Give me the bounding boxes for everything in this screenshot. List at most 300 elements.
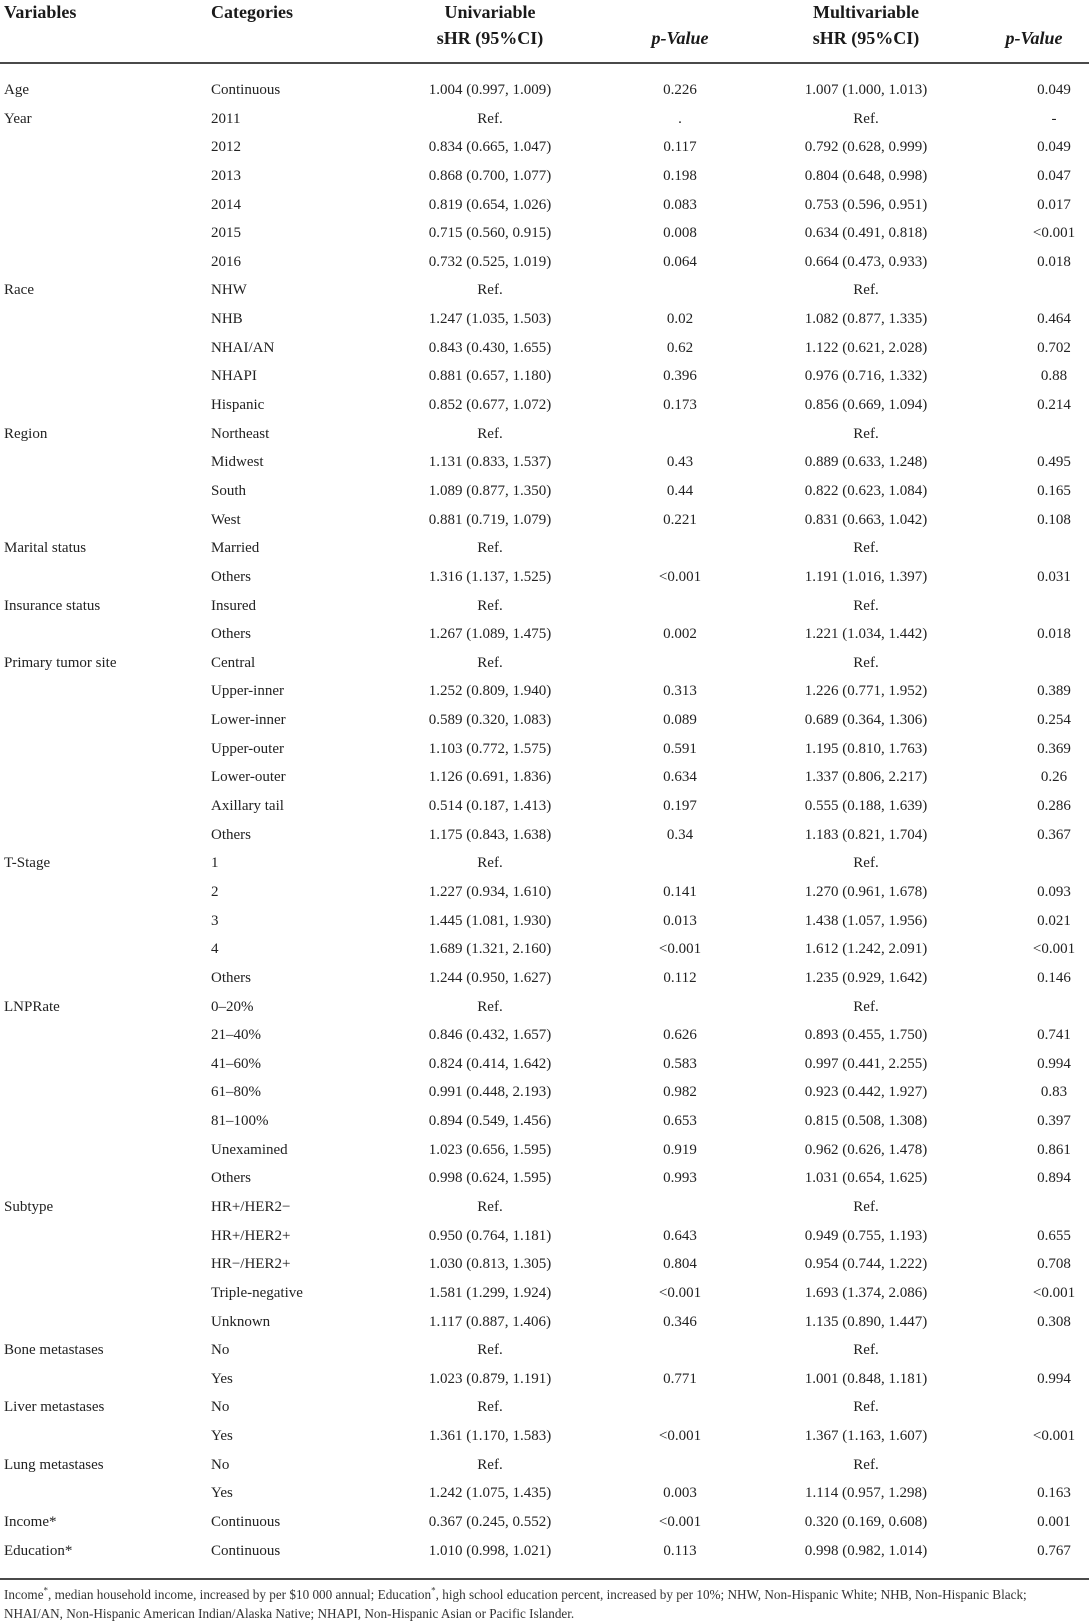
category-cell: Unknown bbox=[211, 1313, 271, 1330]
univariable-pvalue-cell: 0.313 bbox=[663, 683, 697, 700]
multivariable-pvalue-cell: 0.369 bbox=[1037, 740, 1071, 757]
category-cell: Yes bbox=[211, 1370, 233, 1387]
category-cell: Northeast bbox=[211, 425, 270, 442]
multivariable-shr-cell: 0.831 (0.663, 1.042) bbox=[804, 511, 928, 528]
univariable-pvalue-cell: 0.002 bbox=[663, 626, 697, 643]
multivariable-shr-cell: Ref. bbox=[853, 1342, 879, 1359]
category-cell: HR+/HER2+ bbox=[211, 1227, 291, 1244]
multivariable-pvalue-cell: 0.741 bbox=[1037, 1027, 1071, 1044]
univariable-shr-cell: Ref. bbox=[477, 1456, 503, 1473]
category-cell: No bbox=[211, 1342, 230, 1359]
table-row bbox=[0, 1250, 1089, 1279]
univariable-shr-cell: Ref. bbox=[477, 1399, 503, 1416]
header-rule bbox=[0, 62, 1089, 64]
univariable-shr-cell: 0.589 (0.320, 1.083) bbox=[428, 712, 552, 729]
header-multivariable-pvalue bbox=[984, 24, 1084, 52]
univariable-shr-cell: 0.868 (0.700, 1.077) bbox=[428, 167, 552, 184]
table-row bbox=[0, 305, 1089, 334]
multivariable-pvalue-cell: 0.861 bbox=[1037, 1141, 1071, 1158]
multivariable-shr-cell: 0.320 (0.169, 0.608) bbox=[804, 1514, 928, 1531]
header-univariable-pvalue bbox=[630, 24, 730, 52]
univariable-shr-cell: 0.514 (0.187, 1.413) bbox=[428, 798, 552, 815]
univariable-shr-cell: Ref. bbox=[477, 1198, 503, 1215]
univariable-pvalue-cell: 0.198 bbox=[663, 167, 697, 184]
univariable-pvalue-cell: 0.34 bbox=[666, 826, 694, 843]
univariable-pvalue-cell: 0.62 bbox=[666, 339, 694, 356]
category-cell: Unexamined bbox=[211, 1141, 288, 1158]
multivariable-pvalue-cell: 0.017 bbox=[1037, 196, 1071, 213]
table-row bbox=[0, 1479, 1089, 1508]
variable-cell: T-Stage bbox=[4, 855, 51, 872]
table-row bbox=[0, 219, 1089, 248]
multivariable-pvalue-cell: 0.093 bbox=[1037, 883, 1071, 900]
category-cell: Upper-inner bbox=[211, 683, 285, 700]
table-row bbox=[0, 276, 1089, 305]
variable-cell: Lung metastases bbox=[4, 1456, 104, 1473]
multivariable-pvalue-cell: 0.001 bbox=[1037, 1514, 1071, 1531]
multivariable-pvalue-cell: 0.021 bbox=[1037, 912, 1071, 929]
table-row bbox=[0, 191, 1089, 220]
category-cell: Others bbox=[211, 568, 251, 585]
category-cell: Yes bbox=[211, 1428, 233, 1445]
univariable-pvalue-cell: 0.008 bbox=[663, 225, 697, 242]
table-row bbox=[0, 1164, 1089, 1193]
univariable-pvalue-cell: 0.44 bbox=[666, 482, 694, 499]
table-row bbox=[0, 878, 1089, 907]
univariable-shr-cell: 0.846 (0.432, 1.657) bbox=[428, 1027, 552, 1044]
table-row bbox=[0, 1279, 1089, 1308]
multivariable-shr-cell: 0.997 (0.441, 2.255) bbox=[804, 1055, 928, 1072]
category-cell: Continuous bbox=[211, 82, 281, 98]
univariable-shr-cell: Ref. bbox=[477, 855, 503, 872]
category-cell: Married bbox=[211, 540, 260, 557]
univariable-shr-cell: 1.010 (0.998, 1.021) bbox=[428, 1542, 552, 1559]
univariable-shr-cell: 0.715 (0.560, 0.915) bbox=[428, 225, 552, 242]
category-cell: Others bbox=[211, 626, 251, 643]
table-row bbox=[0, 1422, 1089, 1451]
multivariable-shr-cell: 0.815 (0.508, 1.308) bbox=[804, 1113, 928, 1130]
variable-cell: Bone metastases bbox=[4, 1342, 104, 1359]
univariable-shr-cell: Ref. bbox=[477, 654, 503, 671]
univariable-shr-cell: Ref. bbox=[477, 425, 503, 442]
variable-cell: Subtype bbox=[4, 1198, 54, 1215]
multivariable-shr-cell: 1.114 (0.957, 1.298) bbox=[805, 1485, 927, 1502]
multivariable-shr-cell: 1.007 (1.000, 1.013) bbox=[804, 82, 928, 98]
category-cell: Lower-inner bbox=[211, 712, 286, 729]
univariable-pvalue-cell: 0.626 bbox=[663, 1027, 697, 1044]
table-row bbox=[0, 362, 1089, 391]
table-row bbox=[0, 1222, 1089, 1251]
univariable-pvalue-cell: 0.141 bbox=[663, 883, 697, 900]
table-row bbox=[0, 735, 1089, 764]
multivariable-pvalue-cell: 0.146 bbox=[1037, 969, 1071, 986]
multivariable-shr-cell: 1.270 (0.961, 1.678) bbox=[804, 883, 928, 900]
variable-cell: Primary tumor site bbox=[4, 654, 117, 671]
univariable-pvalue-cell: 0.197 bbox=[663, 798, 697, 815]
category-cell: HR−/HER2+ bbox=[211, 1256, 291, 1273]
multivariable-shr-cell: 1.612 (1.242, 2.091) bbox=[804, 941, 928, 958]
footnote-income-label: Income bbox=[4, 1587, 44, 1602]
univariable-pvalue-cell: 0.346 bbox=[663, 1313, 697, 1330]
header-multivariable-shr: sHR (95%CI) bbox=[812, 28, 920, 48]
univariable-pvalue-cell: 0.013 bbox=[663, 912, 697, 929]
multivariable-shr-cell: 1.031 (0.654, 1.625) bbox=[804, 1170, 928, 1187]
category-cell: 2015 bbox=[211, 225, 241, 242]
univariable-shr-cell: 0.881 (0.657, 1.180) bbox=[428, 368, 552, 385]
univariable-pvalue-cell: 0.804 bbox=[663, 1256, 697, 1273]
multivariable-pvalue-cell: 0.286 bbox=[1037, 798, 1071, 815]
multivariable-shr-cell: 0.664 (0.473, 0.933) bbox=[804, 253, 928, 270]
multivariable-pvalue-cell: 0.047 bbox=[1037, 167, 1071, 184]
univariable-pvalue-cell: 0.634 bbox=[663, 769, 697, 786]
univariable-shr-cell: 0.991 (0.448, 2.193) bbox=[428, 1084, 552, 1101]
table-row bbox=[0, 1308, 1089, 1337]
table-row bbox=[0, 907, 1089, 936]
univariable-pvalue-cell: 0.117 bbox=[663, 139, 697, 156]
category-cell: NHAPI bbox=[211, 368, 257, 385]
univariable-shr-cell: 1.023 (0.656, 1.595) bbox=[428, 1141, 552, 1158]
univariable-shr-cell: Ref. bbox=[477, 282, 503, 299]
multivariable-shr-cell: Ref. bbox=[853, 1399, 879, 1416]
variable-cell: Race bbox=[4, 282, 34, 299]
variable-cell: Year bbox=[4, 110, 32, 127]
univariable-pvalue-cell: <0.001 bbox=[658, 568, 702, 585]
univariable-shr-cell: Ref. bbox=[477, 110, 503, 127]
univariable-shr-cell: 0.367 (0.245, 0.552) bbox=[428, 1514, 552, 1531]
multivariable-shr-cell: Ref. bbox=[853, 597, 879, 614]
univariable-shr-cell: 1.247 (1.035, 1.503) bbox=[428, 311, 552, 328]
table-row bbox=[0, 1136, 1089, 1165]
header-univariable-pvalue-text: p-Value bbox=[651, 28, 709, 48]
univariable-shr-cell: 1.175 (0.843, 1.638) bbox=[428, 826, 552, 843]
table-row bbox=[0, 964, 1089, 993]
univariable-shr-cell: 1.361 (1.170, 1.583) bbox=[428, 1428, 552, 1445]
table-row bbox=[0, 506, 1089, 535]
multivariable-pvalue-cell: 0.214 bbox=[1037, 397, 1071, 414]
univariable-shr-cell: 1.244 (0.950, 1.627) bbox=[428, 969, 552, 986]
univariable-shr-cell: 1.252 (0.809, 1.940) bbox=[428, 683, 552, 700]
table-row bbox=[0, 1365, 1089, 1394]
univariable-shr-cell: 0.819 (0.654, 1.026) bbox=[428, 196, 552, 213]
univariable-pvalue-cell: 0.993 bbox=[663, 1170, 697, 1187]
multivariable-shr-cell: 1.135 (0.890, 1.447) bbox=[804, 1313, 928, 1330]
category-cell: 21–40% bbox=[211, 1027, 261, 1044]
multivariable-shr-cell: 0.998 (0.982, 1.014) bbox=[804, 1542, 928, 1559]
table-row bbox=[0, 76, 1089, 105]
category-cell: 4 bbox=[211, 941, 219, 958]
table-row bbox=[0, 763, 1089, 792]
univariable-pvalue-cell: 0.089 bbox=[663, 712, 697, 729]
header-variables: Variables bbox=[4, 2, 77, 22]
univariable-shr-cell: 1.126 (0.691, 1.836) bbox=[428, 769, 552, 786]
univariable-shr-cell: 1.103 (0.772, 1.575) bbox=[428, 740, 552, 757]
category-cell: 0–20% bbox=[211, 998, 254, 1015]
multivariable-pvalue-cell: 0.389 bbox=[1037, 683, 1071, 700]
univariable-shr-cell: 0.998 (0.624, 1.595) bbox=[428, 1170, 552, 1187]
table-row bbox=[0, 477, 1089, 506]
multivariable-pvalue-cell: 0.018 bbox=[1037, 626, 1071, 643]
multivariable-pvalue-cell: 0.83 bbox=[1040, 1084, 1068, 1101]
multivariable-pvalue-cell: 0.88 bbox=[1040, 368, 1068, 385]
multivariable-shr-cell: 1.001 (0.848, 1.181) bbox=[804, 1370, 928, 1387]
multivariable-shr-cell: Ref. bbox=[853, 282, 879, 299]
multivariable-shr-cell: 1.191 (1.016, 1.397) bbox=[804, 568, 928, 585]
multivariable-shr-cell: 1.221 (1.034, 1.442) bbox=[804, 626, 928, 643]
multivariable-shr-cell: 1.438 (1.057, 1.956) bbox=[804, 912, 928, 929]
variable-cell: LNPRate bbox=[4, 998, 60, 1015]
univariable-shr-cell: Ref. bbox=[477, 1342, 503, 1359]
category-cell: NHAI/AN bbox=[211, 339, 275, 356]
footnote-education-text: , high school education percent, increased by per 10%; NHW, Non-Hispanic White; NHB, Non-Hispanic Black; NHAI/AN, Non-Hispanic American Indian/Alaska Native; NHAPI, Non-Hispanic Asian or Pacific Islander. bbox=[4, 1587, 1027, 1621]
category-cell: 1 bbox=[211, 855, 219, 872]
table-row bbox=[0, 706, 1089, 735]
category-cell: Hispanic bbox=[211, 397, 265, 414]
category-cell: Others bbox=[211, 1170, 251, 1187]
multivariable-pvalue-cell: 0.397 bbox=[1037, 1113, 1071, 1130]
multivariable-pvalue-cell: 0.165 bbox=[1037, 482, 1071, 499]
multivariable-pvalue-cell: 0.994 bbox=[1037, 1055, 1071, 1072]
category-cell: HR+/HER2− bbox=[211, 1198, 291, 1215]
multivariable-shr-cell: Ref. bbox=[853, 855, 879, 872]
univariable-pvalue-cell: 0.583 bbox=[663, 1055, 697, 1072]
multivariable-shr-cell: 0.893 (0.455, 1.750) bbox=[804, 1027, 928, 1044]
univariable-shr-cell: 0.843 (0.430, 1.655) bbox=[428, 339, 552, 356]
multivariable-shr-cell: Ref. bbox=[853, 1456, 879, 1473]
univariable-pvalue-cell: 0.396 bbox=[663, 368, 697, 385]
multivariable-pvalue-cell: 0.031 bbox=[1037, 568, 1071, 585]
multivariable-shr-cell: 1.693 (1.374, 2.086) bbox=[804, 1284, 928, 1301]
univariable-shr-cell: Ref. bbox=[477, 597, 503, 614]
univariable-shr-cell: Ref. bbox=[477, 998, 503, 1015]
multivariable-shr-cell: Ref. bbox=[853, 654, 879, 671]
table-row bbox=[0, 391, 1089, 420]
variable-cell: Age bbox=[4, 82, 29, 98]
multivariable-pvalue-cell: 0.994 bbox=[1037, 1370, 1071, 1387]
multivariable-shr-cell: 0.822 (0.623, 1.084) bbox=[804, 482, 928, 499]
variable-cell: Insurance status bbox=[4, 597, 101, 614]
table-row bbox=[0, 993, 1089, 1022]
category-cell: Continuous bbox=[211, 1542, 281, 1559]
table-row bbox=[0, 448, 1089, 477]
multivariable-pvalue-cell: 0.049 bbox=[1037, 139, 1071, 156]
footnote-education-mark: * bbox=[431, 1585, 436, 1596]
univariable-pvalue-cell: 0.083 bbox=[663, 196, 697, 213]
table-row bbox=[0, 821, 1089, 850]
category-cell: 61–80% bbox=[211, 1084, 261, 1101]
multivariable-shr-cell: 0.689 (0.364, 1.306) bbox=[804, 712, 928, 729]
univariable-pvalue-cell: 0.982 bbox=[663, 1084, 697, 1101]
univariable-pvalue-cell: 0.43 bbox=[666, 454, 694, 471]
category-cell: Upper-outer bbox=[211, 740, 285, 757]
univariable-shr-cell: 1.117 (0.887, 1.406) bbox=[429, 1313, 551, 1330]
univariable-pvalue-cell: 0.02 bbox=[666, 311, 694, 328]
univariable-pvalue-cell: . bbox=[678, 110, 682, 127]
category-cell: NHB bbox=[211, 311, 243, 328]
multivariable-pvalue-cell: 0.767 bbox=[1037, 1542, 1071, 1559]
multivariable-shr-cell: 1.082 (0.877, 1.335) bbox=[804, 311, 928, 328]
category-cell: Insured bbox=[211, 597, 256, 614]
category-cell: 2014 bbox=[211, 196, 241, 213]
multivariable-pvalue-cell: 0.708 bbox=[1037, 1256, 1071, 1273]
multivariable-pvalue-cell: 0.163 bbox=[1037, 1485, 1071, 1502]
multivariable-pvalue-cell: 0.894 bbox=[1037, 1170, 1071, 1187]
table-row bbox=[0, 849, 1089, 878]
table-body bbox=[0, 76, 1089, 1565]
table-row bbox=[0, 1021, 1089, 1050]
table-row bbox=[0, 935, 1089, 964]
univariable-pvalue-cell: <0.001 bbox=[658, 941, 702, 958]
univariable-shr-cell: 0.894 (0.549, 1.456) bbox=[428, 1113, 552, 1130]
header-categories: Categories bbox=[211, 2, 293, 22]
univariable-shr-cell: 1.242 (1.075, 1.435) bbox=[428, 1485, 552, 1502]
multivariable-pvalue-cell: <0.001 bbox=[1032, 941, 1076, 958]
category-cell: Others bbox=[211, 969, 251, 986]
multivariable-pvalue-cell: - bbox=[1051, 110, 1057, 127]
univariable-pvalue-cell: 0.643 bbox=[663, 1227, 697, 1244]
category-cell: Yes bbox=[211, 1485, 233, 1502]
multivariable-shr-cell: 0.804 (0.648, 0.998) bbox=[804, 167, 928, 184]
univariable-pvalue-cell: 0.003 bbox=[663, 1485, 697, 1502]
table-row bbox=[0, 1393, 1089, 1422]
multivariable-shr-cell: 0.976 (0.716, 1.332) bbox=[804, 368, 928, 385]
multivariable-shr-cell: 1.367 (1.163, 1.607) bbox=[804, 1428, 928, 1445]
variable-cell: Marital status bbox=[4, 540, 87, 557]
category-cell: 41–60% bbox=[211, 1055, 261, 1072]
header-multivariable-title: Multivariable bbox=[813, 2, 919, 22]
table-row bbox=[0, 133, 1089, 162]
univariable-pvalue-cell: 0.771 bbox=[663, 1370, 697, 1387]
table-row bbox=[0, 162, 1089, 191]
category-cell: 3 bbox=[211, 912, 219, 929]
category-cell: 2012 bbox=[211, 139, 241, 156]
multivariable-pvalue-cell: 0.367 bbox=[1037, 826, 1071, 843]
category-cell: West bbox=[211, 511, 241, 528]
univariable-shr-cell: 0.732 (0.525, 1.019) bbox=[428, 253, 552, 270]
univariable-pvalue-cell: 0.221 bbox=[663, 511, 697, 528]
header-univariable-title: Univariable bbox=[444, 2, 536, 22]
multivariable-shr-cell: 1.235 (0.929, 1.642) bbox=[804, 969, 928, 986]
category-cell: Triple-negative bbox=[211, 1284, 303, 1301]
table-row bbox=[0, 248, 1089, 277]
univariable-shr-cell: 0.824 (0.414, 1.642) bbox=[428, 1055, 552, 1072]
univariable-shr-cell: 1.581 (1.299, 1.924) bbox=[428, 1284, 552, 1301]
univariable-shr-cell: 1.089 (0.877, 1.350) bbox=[428, 482, 552, 499]
univariable-shr-cell: 1.004 (0.997, 1.009) bbox=[428, 82, 552, 98]
univariable-pvalue-cell: <0.001 bbox=[658, 1284, 702, 1301]
multivariable-pvalue-cell: 0.018 bbox=[1037, 253, 1071, 270]
category-cell: 81–100% bbox=[211, 1113, 269, 1130]
univariable-pvalue-cell: 0.064 bbox=[663, 253, 697, 270]
univariable-shr-cell: 1.227 (0.934, 1.610) bbox=[428, 883, 552, 900]
multivariable-pvalue-cell: 0.108 bbox=[1037, 511, 1071, 528]
multivariable-shr-cell: 1.183 (0.821, 1.704) bbox=[804, 826, 928, 843]
univariable-pvalue-cell: 0.113 bbox=[663, 1542, 697, 1559]
univariable-shr-cell: 1.131 (0.833, 1.537) bbox=[428, 454, 552, 471]
univariable-pvalue-cell: 0.919 bbox=[663, 1141, 697, 1158]
table-row bbox=[0, 792, 1089, 821]
header-multivariable-pvalue-text: p-Value bbox=[1005, 28, 1063, 48]
univariable-shr-cell: 1.445 (1.081, 1.930) bbox=[428, 912, 552, 929]
table-row bbox=[0, 1451, 1089, 1480]
category-cell: No bbox=[211, 1399, 230, 1416]
univariable-shr-cell: 1.267 (1.089, 1.475) bbox=[428, 626, 552, 643]
multivariable-shr-cell: 0.954 (0.744, 1.222) bbox=[804, 1256, 928, 1273]
category-cell: 2016 bbox=[211, 253, 241, 270]
multivariable-pvalue-cell: 0.464 bbox=[1037, 311, 1071, 328]
multivariable-shr-cell: 1.122 (0.621, 2.028) bbox=[804, 339, 928, 356]
table-row bbox=[0, 1078, 1089, 1107]
multivariable-pvalue-cell: 0.308 bbox=[1037, 1313, 1071, 1330]
univariable-shr-cell: 1.023 (0.879, 1.191) bbox=[428, 1370, 552, 1387]
category-cell: South bbox=[211, 482, 247, 499]
multivariable-shr-cell: 0.949 (0.755, 1.193) bbox=[804, 1227, 928, 1244]
multivariable-pvalue-cell: 0.495 bbox=[1037, 454, 1071, 471]
multivariable-pvalue-cell: 0.702 bbox=[1037, 339, 1071, 356]
univariable-shr-cell: 0.852 (0.677, 1.072) bbox=[428, 397, 552, 414]
multivariable-shr-cell: 0.889 (0.633, 1.248) bbox=[804, 454, 928, 471]
univariable-shr-cell: 1.030 (0.813, 1.305) bbox=[428, 1256, 552, 1273]
univariable-pvalue-cell: 0.226 bbox=[663, 82, 697, 98]
category-cell: Axillary tail bbox=[211, 798, 284, 815]
table-row bbox=[0, 1508, 1089, 1537]
univariable-shr-cell: 0.834 (0.665, 1.047) bbox=[428, 139, 552, 156]
category-cell: 2013 bbox=[211, 167, 241, 184]
multivariable-pvalue-cell: 0.254 bbox=[1037, 712, 1071, 729]
footnote-income-text: , median household income, increased by per $10 000 annual; bbox=[48, 1587, 378, 1602]
table-row bbox=[0, 1336, 1089, 1365]
table-row bbox=[0, 563, 1089, 592]
category-cell: Lower-outer bbox=[211, 769, 286, 786]
multivariable-shr-cell: 0.923 (0.442, 1.927) bbox=[804, 1084, 928, 1101]
multivariable-shr-cell: Ref. bbox=[853, 110, 879, 127]
footnote-income-mark: * bbox=[43, 1585, 49, 1596]
multivariable-shr-cell: Ref. bbox=[853, 540, 879, 557]
univariable-pvalue-cell: 0.653 bbox=[663, 1113, 697, 1130]
variable-cell: Education* bbox=[4, 1542, 73, 1559]
category-cell: No bbox=[211, 1456, 230, 1473]
bottom-rule bbox=[0, 1578, 1089, 1580]
univariable-pvalue-cell: 0.112 bbox=[663, 969, 697, 986]
multivariable-shr-cell: 0.634 (0.491, 0.818) bbox=[804, 225, 928, 242]
table-row bbox=[0, 334, 1089, 363]
category-cell: 2011 bbox=[211, 110, 241, 127]
univariable-shr-cell: 1.316 (1.137, 1.525) bbox=[428, 568, 552, 585]
table-row bbox=[0, 620, 1089, 649]
multivariable-pvalue-cell: 0.26 bbox=[1040, 769, 1068, 786]
table-row bbox=[0, 1107, 1089, 1136]
category-cell: NHW bbox=[211, 282, 247, 299]
univariable-pvalue-cell: <0.001 bbox=[658, 1428, 702, 1445]
table-row bbox=[0, 1537, 1089, 1566]
multivariable-shr-cell: 0.962 (0.626, 1.478) bbox=[804, 1141, 928, 1158]
variable-cell: Income* bbox=[4, 1514, 57, 1531]
univariable-pvalue-cell: <0.001 bbox=[658, 1514, 702, 1531]
table-row bbox=[0, 105, 1089, 134]
table-row bbox=[0, 649, 1089, 678]
table-row bbox=[0, 1050, 1089, 1079]
multivariable-shr-cell: 0.856 (0.669, 1.094) bbox=[804, 397, 928, 414]
table-row bbox=[0, 592, 1089, 621]
multivariable-shr-cell: 1.226 (0.771, 1.952) bbox=[804, 683, 928, 700]
multivariable-shr-cell: Ref. bbox=[853, 1198, 879, 1215]
table-row bbox=[0, 1193, 1089, 1222]
table-footnote bbox=[4, 1585, 1084, 1623]
multivariable-pvalue-cell: <0.001 bbox=[1032, 1428, 1076, 1445]
table-row bbox=[0, 677, 1089, 706]
multivariable-shr-cell: Ref. bbox=[853, 425, 879, 442]
multivariable-shr-cell: Ref. bbox=[853, 998, 879, 1015]
multivariable-pvalue-cell: <0.001 bbox=[1032, 1284, 1076, 1301]
